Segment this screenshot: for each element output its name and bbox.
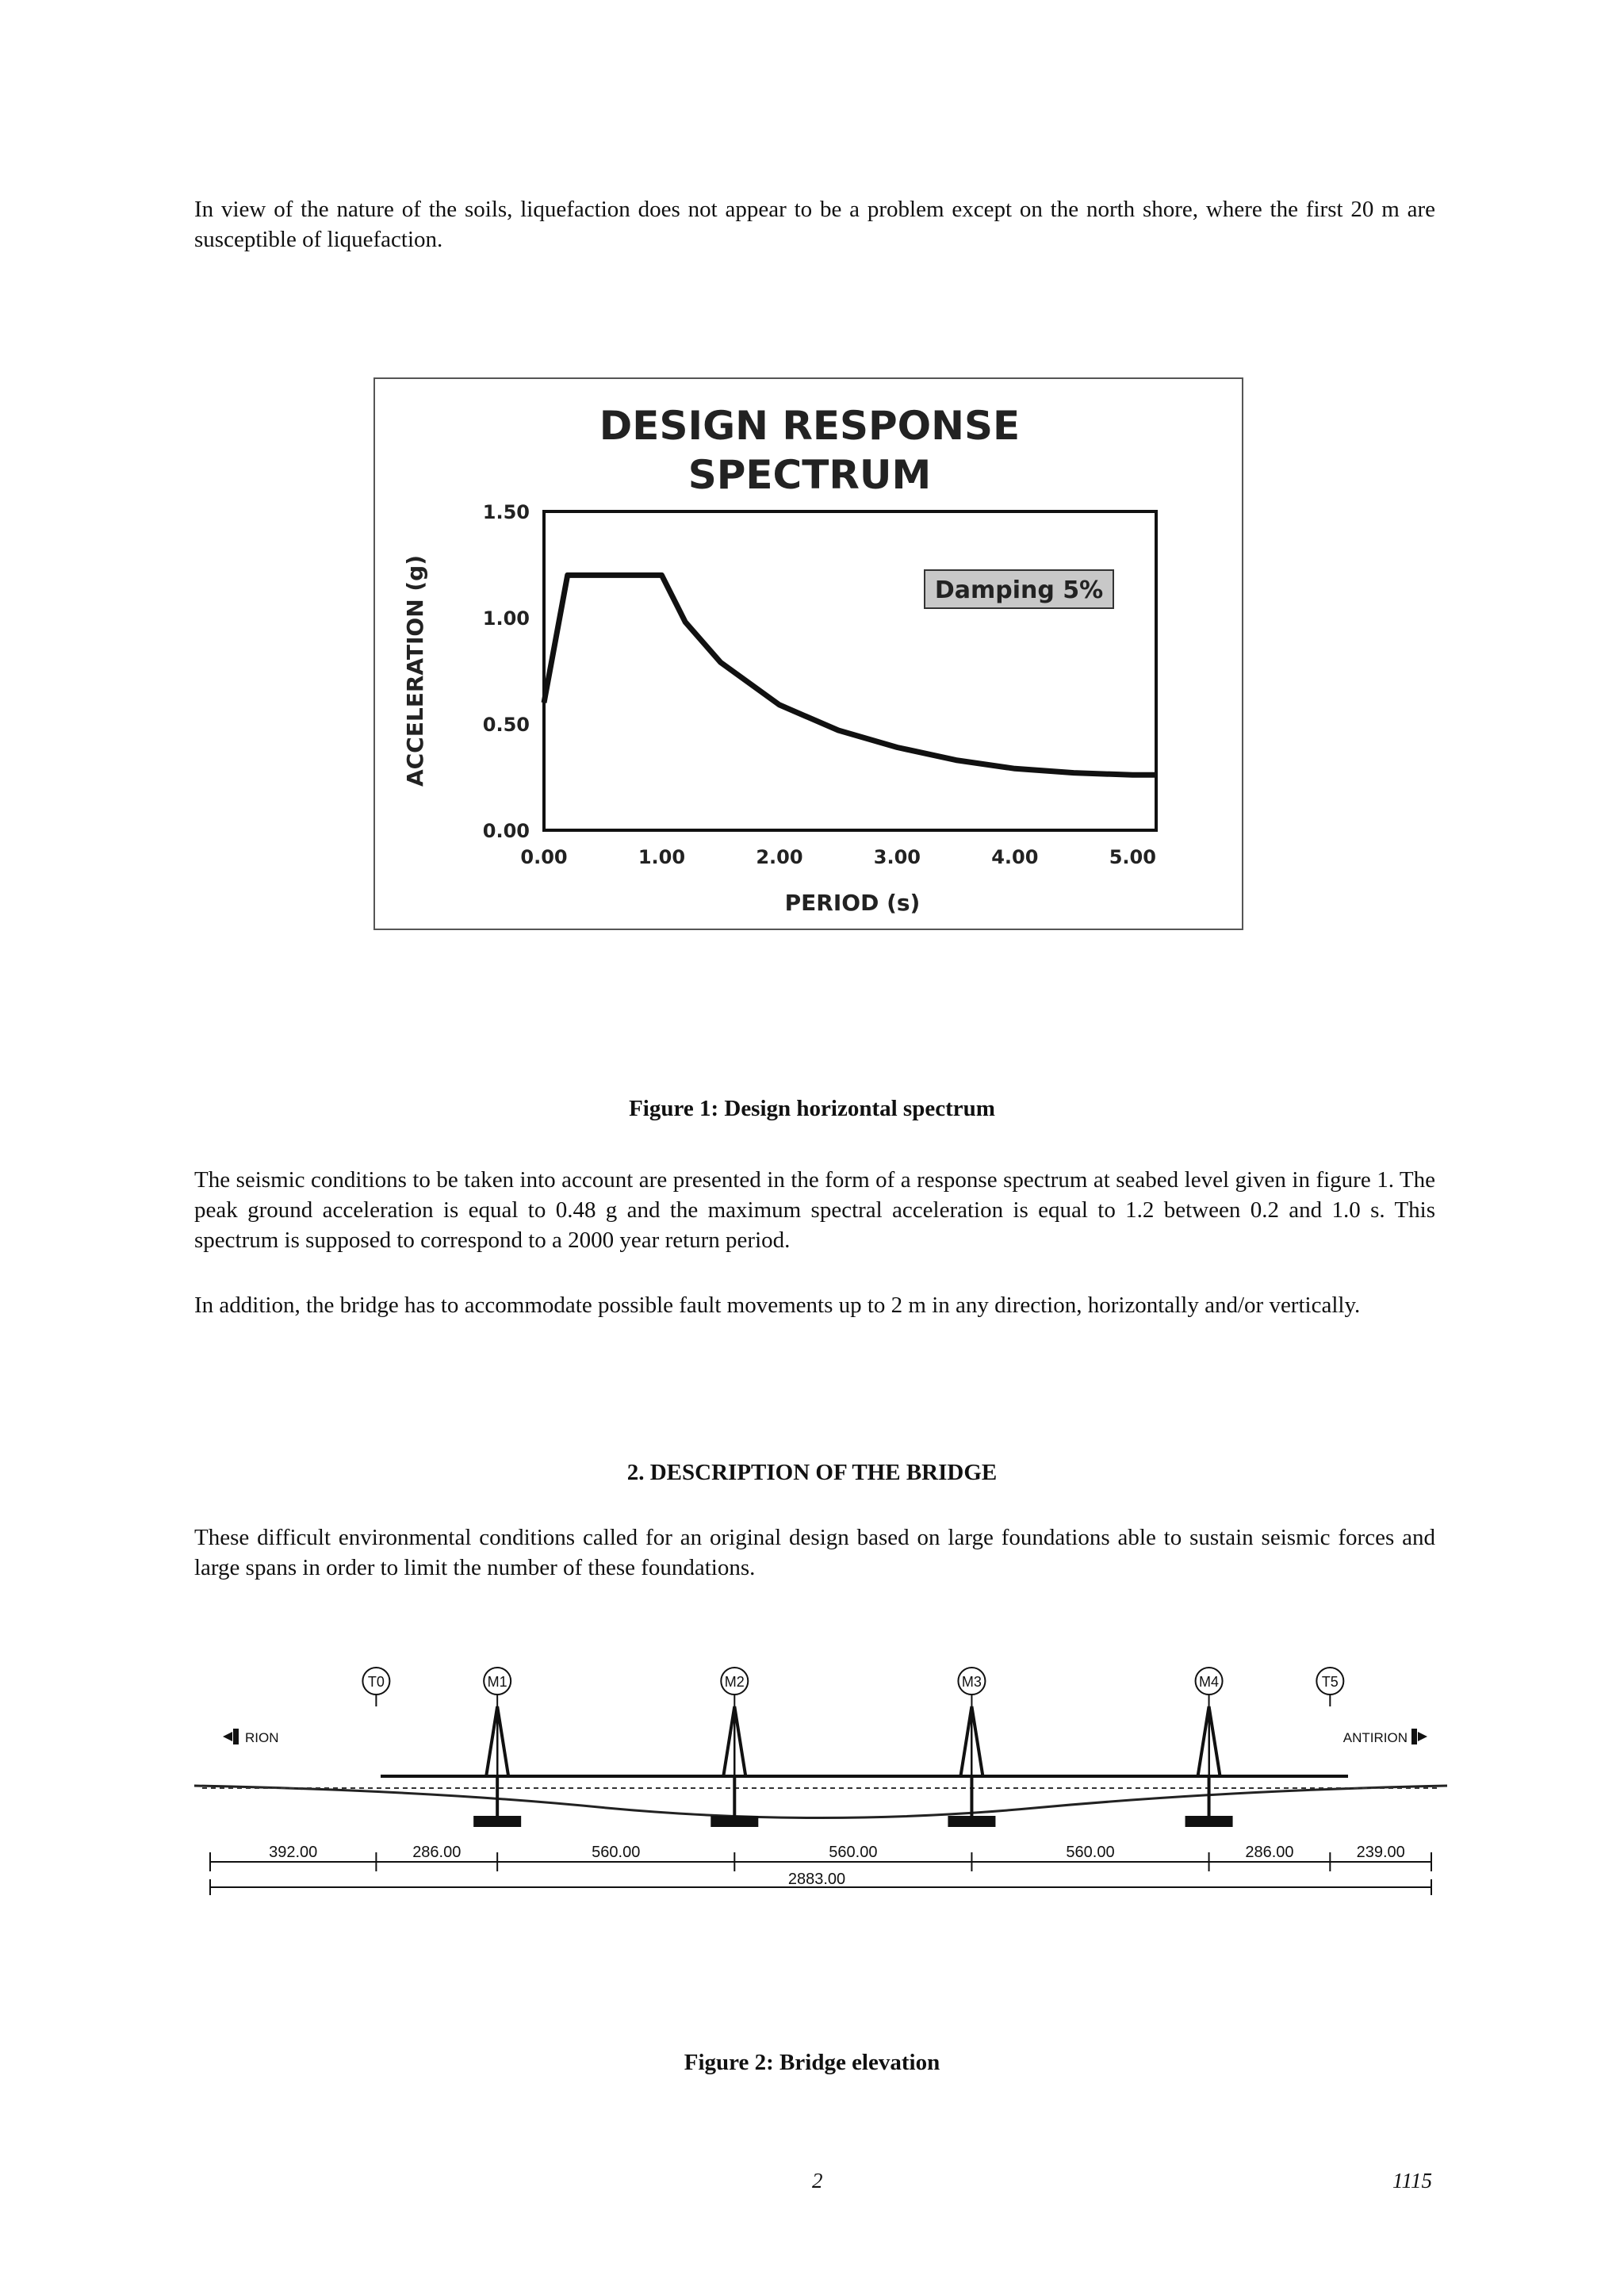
y-tick-label: 0.00 [482,820,530,842]
design-response-spectrum-chart [373,377,1243,930]
antirion-label: ANTIRION [1342,1730,1408,1745]
x-axis-label: PERIOD (s) [784,890,921,916]
pier-label-M4 [1196,1668,1223,1706]
span-length-label: 286.00 [412,1844,462,1861]
span-length-label: 560.00 [1066,1844,1115,1861]
page-number: 2 [812,2169,823,2193]
chart-title-line2: SPECTRUM [688,452,932,498]
pier-label-text: M4 [1199,1674,1220,1690]
pylon-M3 [948,1706,995,1827]
span-length-label: 560.00 [592,1844,641,1861]
x-tick-label: 1.00 [638,846,686,868]
pylon-M2 [710,1706,758,1827]
figure2-caption: Figure 2: Bridge elevation [684,2050,940,2075]
pylon-M4 [1185,1706,1233,1827]
paragraph-seismic-conditions: The seismic conditions to be taken into account are presented in the form of a response spectrum at seabed level given in figure 1. The peak ground acceleration is equal to 0.48 g and the maximum spectral acceleration is equal to 1.2 between 0.2 and 1.0 s. This spectrum is supposed to correspond to a 2000 year return period. [194,1167,1435,1253]
paragraph-design-basis: These difficult environmental conditions called for an original design based on large foundations able to sustain seismic forces and large spans in order to limit the number of these foundations. [194,1525,1435,1580]
pier-label-text: T0 [367,1674,385,1690]
pier-label-text: M3 [961,1674,982,1690]
pier-label-text: M1 [487,1674,508,1690]
x-tick-label: 3.00 [873,846,921,868]
section-heading: 2. DESCRIPTION OF THE BRIDGE [626,1460,998,1485]
y-axis-label: ACCELERATION (g) [402,554,428,787]
span-length-label: 239.00 [1356,1844,1405,1861]
chart-title-line1: DESIGN RESPONSE [599,403,1021,449]
antirion-arrow-icon [1411,1729,1427,1744]
pier-label-T5 [1316,1668,1343,1706]
pylon-M1 [473,1706,521,1827]
damping-annotation: Damping 5% [934,576,1104,604]
document-number: 1115 [1392,2169,1432,2193]
y-tick-label: 0.50 [482,714,530,736]
span-length-label: 560.00 [829,1844,878,1861]
x-tick-label: 0.00 [520,846,568,868]
paragraph-liquefaction: In view of the nature of the soils, liquefaction does not appear to be a problem except on the north shore, where the first 20 m are susceptible of liquefaction. [194,197,1435,252]
rion-label: RION [245,1730,279,1745]
pier-label-M2 [721,1668,748,1706]
paragraph-fault-movements: In addition, the bridge has to accommodate possible fault movements up to 2 m in any direction, horizontally and/or vertically. [194,1293,1361,1318]
x-tick-label: 4.00 [991,846,1039,868]
rion-arrow-icon [223,1729,239,1744]
y-tick-label: 1.50 [482,501,530,523]
x-tick-label: 5.00 [1109,846,1156,868]
pier-label-M3 [958,1668,985,1706]
figure1-caption: Figure 1: Design horizontal spectrum [629,1096,995,1121]
span-length-label: 286.00 [1245,1844,1294,1861]
total-length-label: 2883.00 [787,1871,846,1888]
pier-label-T0 [362,1668,389,1706]
bridge-elevation-drawing [194,1657,1447,1911]
pier-label-text: T5 [1321,1674,1339,1690]
x-tick-label: 2.00 [756,846,803,868]
span-length-label: 392.00 [269,1844,318,1861]
seabed-profile [194,1786,1447,1818]
pier-label-text: M2 [724,1674,745,1690]
pier-label-M1 [484,1668,511,1706]
y-tick-label: 1.00 [482,607,530,630]
